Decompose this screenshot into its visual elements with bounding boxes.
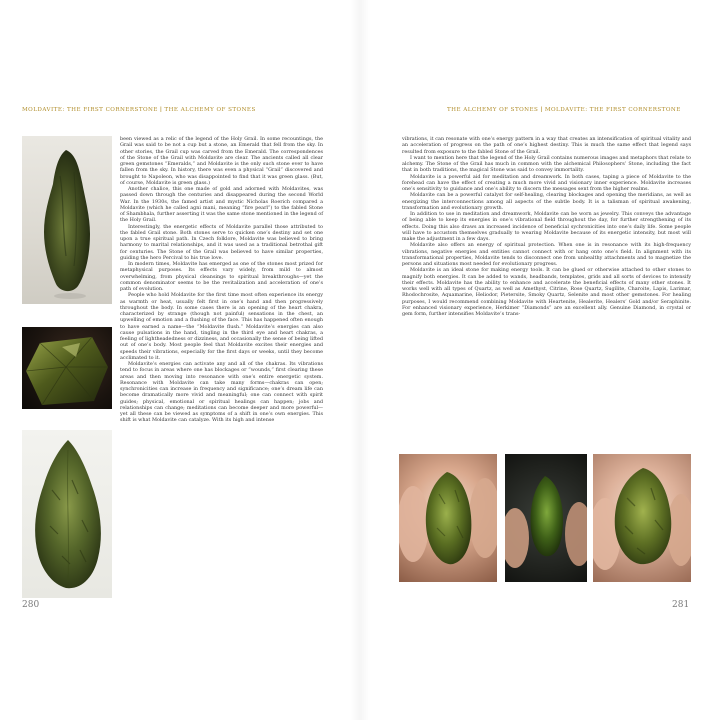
moldavite-held-photo-3 (593, 454, 691, 582)
moldavite-held-photo-2 (505, 454, 587, 582)
body-paragraph: In modern times, Moldavite has emerged as one of the stones most prized for metaphysical purposes. Its effects vary widely, from mild to almost overwhelming, from physical cleansings to spiritual breakthroughs—yet the common denominator seems to be the revitalization and acceleration of one’s path of evolution. (120, 261, 323, 292)
running-head-separator: | (540, 107, 543, 113)
moldavite-photo-faceted (22, 327, 112, 409)
moldavite-photo-tall (22, 136, 112, 304)
running-head-separator: | (159, 107, 163, 113)
running-head-part2: MOLDAVITE: THE FIRST CORNERSTONE (544, 107, 681, 113)
moldavite-held-photo-1 (399, 454, 497, 582)
right-body-text (402, 136, 691, 317)
running-head-part2: THE ALCHEMY OF STONES (164, 107, 256, 113)
body-paragraph: Moldavite is an ideal stone for making energy tools. It can be glued or otherwise attached to other stones to magnify both energies. It can be added to wands, headbands, templates, grids and all sorts of devices to intensify their effects. Moldavite has the ability to enhance and accelerate the beneficial effects of many other stones. It works well with all types of Quartz, as well as Amethyst, Citrine, Rose Quartz, Sugilite, Charoite, Lapis, Larimar, Rhodochrosite, Aquamarine, Heliodor, Pietersite, Smoky Quartz, Selenite and most other gemstones. For healing purposes, I would recommend combining Moldavite with Heartenite, Healerite, Healers’ Gold and/or Seraphinite. For enhanced visionary experience, Herkimer “Diamonds” are an excellent ally. Genuine Diamond, in crystal or gem form, further intensifies Moldavite’s trans- (402, 267, 691, 317)
body-paragraph: I want to mention here that the legend of the Holy Grail contains numerous images and metaphors that relate to alchemy. The Stone of the Grail has much in common with the alchemical Philosophers’ Stone, including the fact that in both traditions, the magical Stone was said to convey immortality. (402, 154, 691, 174)
body-paragraph: Another chalice, this one made of gold and adorned with Moldavites, was passed down through the centuries and disappeared during the second World War. In the 1930s, the famed artist and mystic Nicholas Roerich compared a Moldavite (which he called agni mani, meaning “fire pearl”) to the fabled Stone of Shambhala, further asserting it was the same stone mentioned in the legend of the Holy Grail. (120, 186, 324, 224)
body-paragraph: People who hold Moldavite for the first time most often experience its energy as warmth or heat, usually felt first in one’s hand and then progressively throughout the body. In some cases there is an opening of the heart chakra, characterized by strange (though not painful) sensations in the chest, an upwelling of emotion and a flushing of the face. This has happened often enough to have earned a name—the “Moldavite flush.” Moldavite’s energies can also cause pulsations in the hand, tingling in the third eye and heart chakras, a feeling of lightheadedness or dizziness, and occasionally the sense of being lifted out of one’s body. Most people feel that Moldavite excites their energies and speeds their vibrations, especially for the first days or weeks, until they become acclimated to it. (120, 292, 323, 361)
body-paragraph: Interestingly, the energetic effects of Moldavite parallel those attributed to the fabled Grail stone. Both stones serve to quicken one’s destiny and set one upon a true spiritual path. In Czech folklore, Moldavite was believed to bring harmony to marital relationships, and it was used as a traditional betrothal gift for centuries. The Stone of the Grail was believed to have similar properties, guiding the hero Percival to his true love. (120, 223, 323, 261)
page-number-right: 281 (672, 600, 690, 610)
body-paragraph: Moldavite also offers an energy of spiritual protection. When one is in resonance with its high-frequency vibrations, negative energies and entities cannot connect with or hang onto one’s field. In alignment with its transformational properties, Moldavite tends to disconnect one from unhealthy attachments and to magnetize the persons and situations most needed for evolutionary progress. (402, 242, 691, 267)
body-paragraph: Moldavite’s energies can activate any and all of the chakras. Its vibrations tend to focus in areas where one has blockages or “wounds,” first clearing these areas and then moving into resonance with one’s entire energetic system. Resonance with Moldavite can take many forms—chakras can open; synchronicities can increase in frequency and significance; one’s dream life can become dramatically more vivid and meaningful; one can connect with spirit guides; physical, emotional or spiritual healings can happen; jobs and relationships can change; meditations can become deeper and more powerful—yet all these can be viewed as symptoms of a shift in one’s own energies. This shift is what Moldavite can catalyze. With its high and intense (120, 361, 323, 424)
running-head-part1: MOLDAVITE: THE FIRST CORNERSTONE (22, 107, 158, 113)
body-paragraph: vibrations, it can resonate with one’s energy pattern in a way that creates an intensification of spiritual vitality and an acceleration of progress on the path of one’s highest destiny. This is much the same effect that legend says resulted from exposure to the fabled Stone of the Grail. (402, 136, 691, 155)
left-running-head (22, 107, 256, 113)
page-number-left: 280 (22, 600, 40, 610)
body-paragraph: been viewed as a relic of the legend of the Holy Grail. In some recountings, the Grail was said to be not a cup but a stone, an Emerald that fell from the sky. In other stories, the Grail cup was carved from the Emerald. The correspondences of the Stone of the Grail with Moldavite are clear. The ancients called all clear green gemstones “Emeralds,” and Moldavite is the only such stone ever to have fallen from the sky. In history, there was even a physical “Grail” discovered and brought to Napoleon, who was disappointed to find that it was green glass. (But, of course, Moldavite is green glass.) (120, 136, 323, 186)
right-running-head (447, 107, 681, 113)
left-body-text (120, 136, 323, 424)
moldavite-photo-large (22, 430, 112, 598)
running-head-part1: THE ALCHEMY OF STONES (447, 107, 539, 113)
body-paragraph: In addition to use in meditation and dreamwork, Moldavite can be worn as jewelry. This conveys the advantage of being able to keep its energies in one’s vibrational field throughout the day, for further strengthening of its effects. Doing this also draws an increased incidence of beneficial sychronicities into one’s daily life. Some people will have to accustom themselves gradually to wearing Moldavite because of its energetic intensity, but most will make the adjustment in a few days. (402, 211, 691, 242)
body-paragraph: Moldavite is a powerful aid for meditation and dreamwork. In both cases, taping a piece of Moldavite to the forehead can have the effect of creating a much more vivid and visionary inner experience. Moldavite increases one’s sensitivity to guidance and one’s ability to discern the messages sent from the higher realms. (402, 173, 691, 192)
body-paragraph: Moldavite can be a powerful catalyst for self-healing, clearing blockages and opening the meridians, as well as energizing the interconnections among all aspects of the subtle body. It is a talisman of spiritual awakening, transformation and evolutionary growth. (402, 192, 691, 211)
